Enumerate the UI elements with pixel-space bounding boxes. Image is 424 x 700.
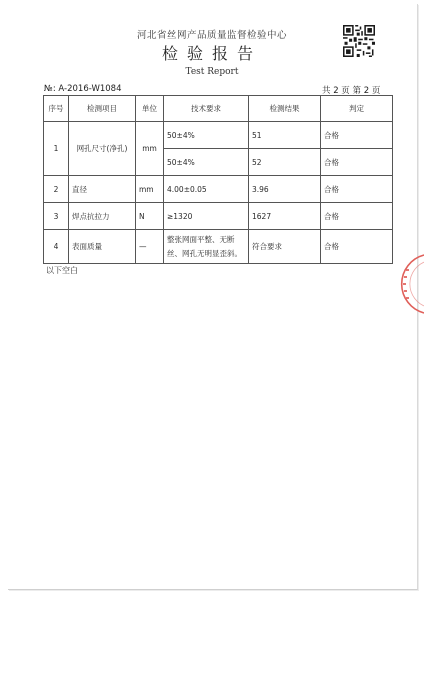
- organization-title: 河北省丝网产品质量监督检验中心: [136, 30, 287, 41]
- official-seal-icon: [394, 253, 424, 315]
- header-item: 检测项目: [69, 96, 136, 122]
- table-row: [44, 203, 393, 230]
- header-verdict: 判定: [321, 96, 393, 122]
- row-requirement: 50±4%: [164, 149, 249, 176]
- row-seq: 3: [44, 203, 69, 230]
- table-row: [44, 176, 393, 203]
- row-result: 1627: [249, 203, 321, 230]
- header-result: 检测结果: [249, 96, 321, 122]
- row-requirement: 4.00±0.05: [164, 176, 249, 203]
- row-verdict: 合格: [321, 176, 393, 203]
- table-header-row: [44, 96, 393, 122]
- row-requirement: 整张网面平整、无断丝、网孔无明显歪斜。: [164, 230, 249, 264]
- row-item: 表面质量: [69, 230, 136, 264]
- row-verdict: 合格: [321, 203, 393, 230]
- row-item: 焊点抗拉力: [69, 203, 136, 230]
- row-verdict: 合格: [321, 230, 393, 264]
- header-requirement: 技术要求: [164, 96, 249, 122]
- row-seq: 2: [44, 176, 69, 203]
- table-row: [44, 122, 393, 149]
- row-result: 3.96: [249, 176, 321, 203]
- row-result: 51: [249, 122, 321, 149]
- row-item: 直径: [69, 176, 136, 203]
- row-seq: 4: [44, 230, 69, 264]
- blank-below-note: 以下空白: [46, 266, 78, 275]
- report-number: №: A-2016-W1084: [44, 84, 122, 94]
- row-result: 52: [249, 149, 321, 176]
- row-verdict: 合格: [321, 149, 393, 176]
- header-unit: 单位: [136, 96, 164, 122]
- page-indicator: 共 2 页 第 2 页: [322, 86, 381, 96]
- table-row: [44, 230, 393, 264]
- row-unit: N: [136, 203, 164, 230]
- row-verdict: 合格: [321, 122, 393, 149]
- document-subtitle: Test Report: [185, 67, 239, 77]
- row-seq: 1: [44, 122, 69, 176]
- test-results-table: [43, 95, 393, 264]
- header-seq: 序号: [44, 96, 69, 122]
- row-unit: —: [136, 230, 164, 264]
- row-requirement: 50±4%: [164, 122, 249, 149]
- row-requirement: ≥1320: [164, 203, 249, 230]
- document-title: 检验报告: [161, 44, 262, 63]
- row-unit: mm: [136, 176, 164, 203]
- qr-code-icon: [343, 25, 375, 57]
- row-result: 符合要求: [249, 230, 321, 264]
- row-item: 网孔尺寸(净孔): [69, 122, 136, 176]
- row-unit: mm: [136, 122, 164, 176]
